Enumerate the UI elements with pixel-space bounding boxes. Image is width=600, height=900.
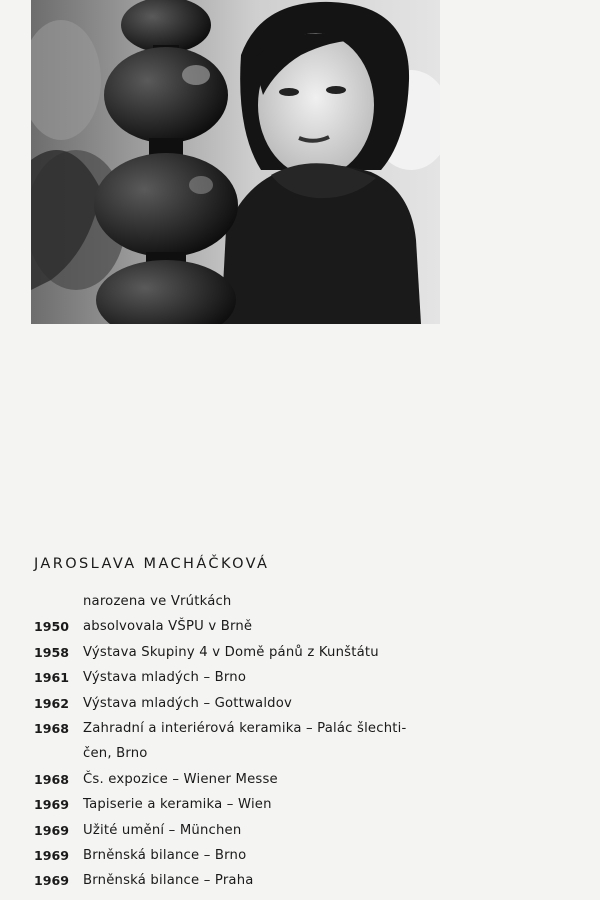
- list-item: [34, 742, 594, 767]
- list-item: [34, 717, 594, 742]
- list-item: [34, 666, 594, 691]
- entry-text: čen, Brno: [83, 746, 148, 762]
- list-item: [34, 819, 594, 844]
- entry-text: Brněnská bilance – Brno: [83, 847, 247, 863]
- entry-year: 1968: [34, 771, 70, 787]
- entry-year: 1969: [34, 873, 70, 889]
- list-item: [34, 793, 594, 818]
- list-item: [34, 692, 594, 717]
- portrait-photo-illustration: [31, 0, 440, 324]
- entry-text: narozena ve Vrútkách: [83, 594, 232, 609]
- entry-year: 1969: [34, 847, 70, 863]
- entry-text: Zahradní a interiérová keramika – Palác šlechti-: [83, 720, 407, 736]
- entry-text: Brněnská bilance – Praha: [83, 873, 254, 889]
- entry-year: 1969: [34, 797, 70, 813]
- list-item: [34, 844, 594, 869]
- list-item: [34, 615, 594, 640]
- entry-text: Výstava mladých – Gottwaldov: [83, 695, 293, 711]
- entry-text: absolvovala VŠPU v Brně: [83, 619, 253, 635]
- entry-text: Užité umění – München: [83, 822, 242, 838]
- entry-year: 1958: [34, 644, 70, 660]
- portrait-photo: [31, 0, 440, 324]
- list-item: [34, 590, 594, 615]
- entry-year: 1969: [34, 822, 70, 838]
- entry-year: 1961: [34, 670, 70, 686]
- entry-text: Tapiserie a keramika – Wien: [83, 797, 272, 813]
- entry-year: 1968: [34, 720, 70, 736]
- biography-list: [34, 590, 594, 895]
- list-item: [34, 641, 594, 666]
- entry-text: Čs. expozice – Wiener Messe: [83, 771, 278, 787]
- entry-text: Výstava Skupiny 4 v Domě pánů z Kunštátu: [83, 644, 379, 660]
- list-item: [34, 869, 594, 894]
- entry-year: 1962: [34, 695, 70, 711]
- entry-text: Výstava mladých – Brno: [83, 670, 247, 686]
- entry-year: 1950: [34, 619, 70, 635]
- artist-name-heading: JAROSLAVA MACHÁČKOVÁ: [34, 556, 270, 572]
- list-item: [34, 768, 594, 793]
